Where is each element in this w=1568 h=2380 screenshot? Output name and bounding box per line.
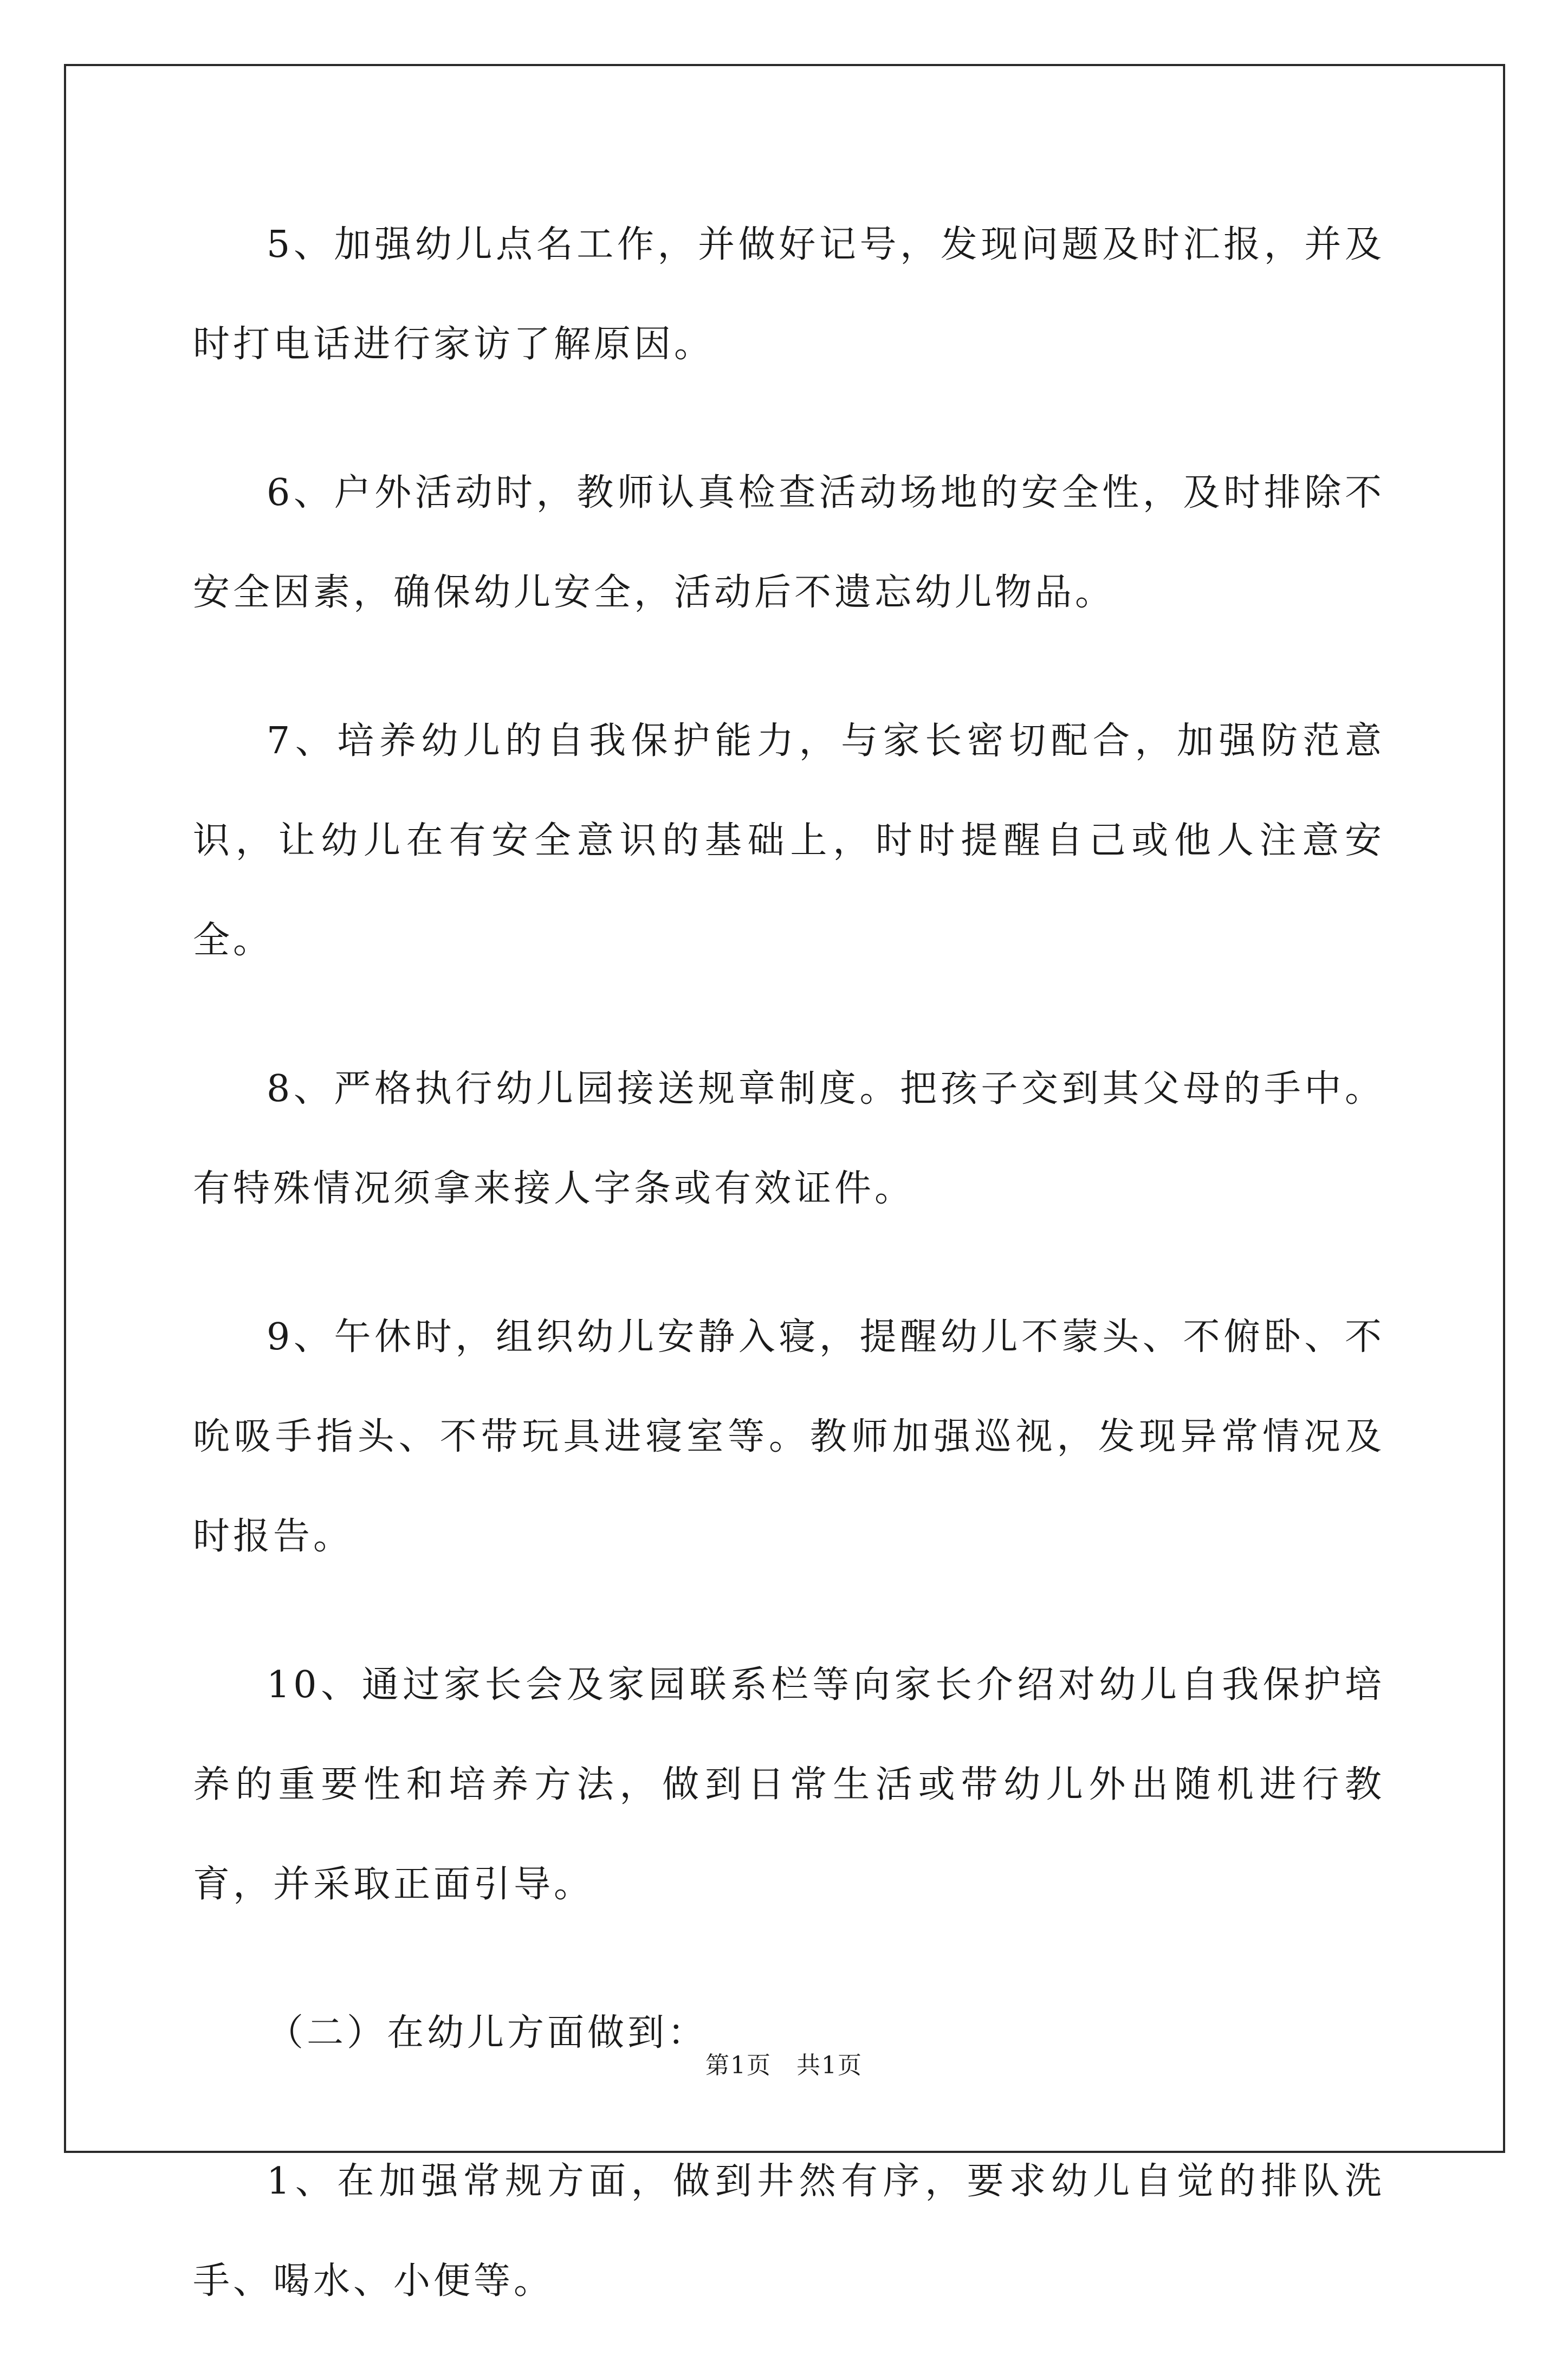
paragraph-5: 5、加强幼儿点名工作，并做好记号，发现问题及时汇报，并及时打电话进行家访了解原因。	[193, 223, 1385, 366]
paragraph-10: 10、通过家长会及家园联系栏等向家长介绍对幼儿自我保护培养的重要性和培养方法，做到日常生活或带幼儿外出随机进行教育，并采取正面引导。	[193, 1664, 1385, 1906]
section-heading: （二）在幼儿方面做到：	[267, 2012, 708, 2054]
page-footer: 第1页 共1页	[705, 2052, 863, 2079]
paragraph-6: 6、户外活动时，教师认真检查活动场地的安全性，及时排除不安全因素，确保幼儿安全，活动后不遗忘幼儿物品。	[193, 471, 1385, 614]
paragraph-8: 8、严格执行幼儿园接送规章制度。把孩子交到其父母的手中。有特殊情况须拿来接人字条或有效证件。	[193, 1068, 1385, 1210]
paragraph-9: 9、午休时，组织幼儿安静入寝，提醒幼儿不蒙头、不俯卧、不吮吸手指头、不带玩具进寝室等。教师加强巡视，发现异常情况及时报告。	[193, 1316, 1385, 1558]
paragraph-1: 1、在加强常规方面，做到井然有序，要求幼儿自觉的排队洗手、喝水、小便等。	[193, 2160, 1385, 2303]
paragraph-7: 7、培养幼儿的自我保护能力，与家长密切配合，加强防范意识，让幼儿在有安全意识的基础上，时时提醒自己或他人注意安全。	[193, 720, 1385, 962]
